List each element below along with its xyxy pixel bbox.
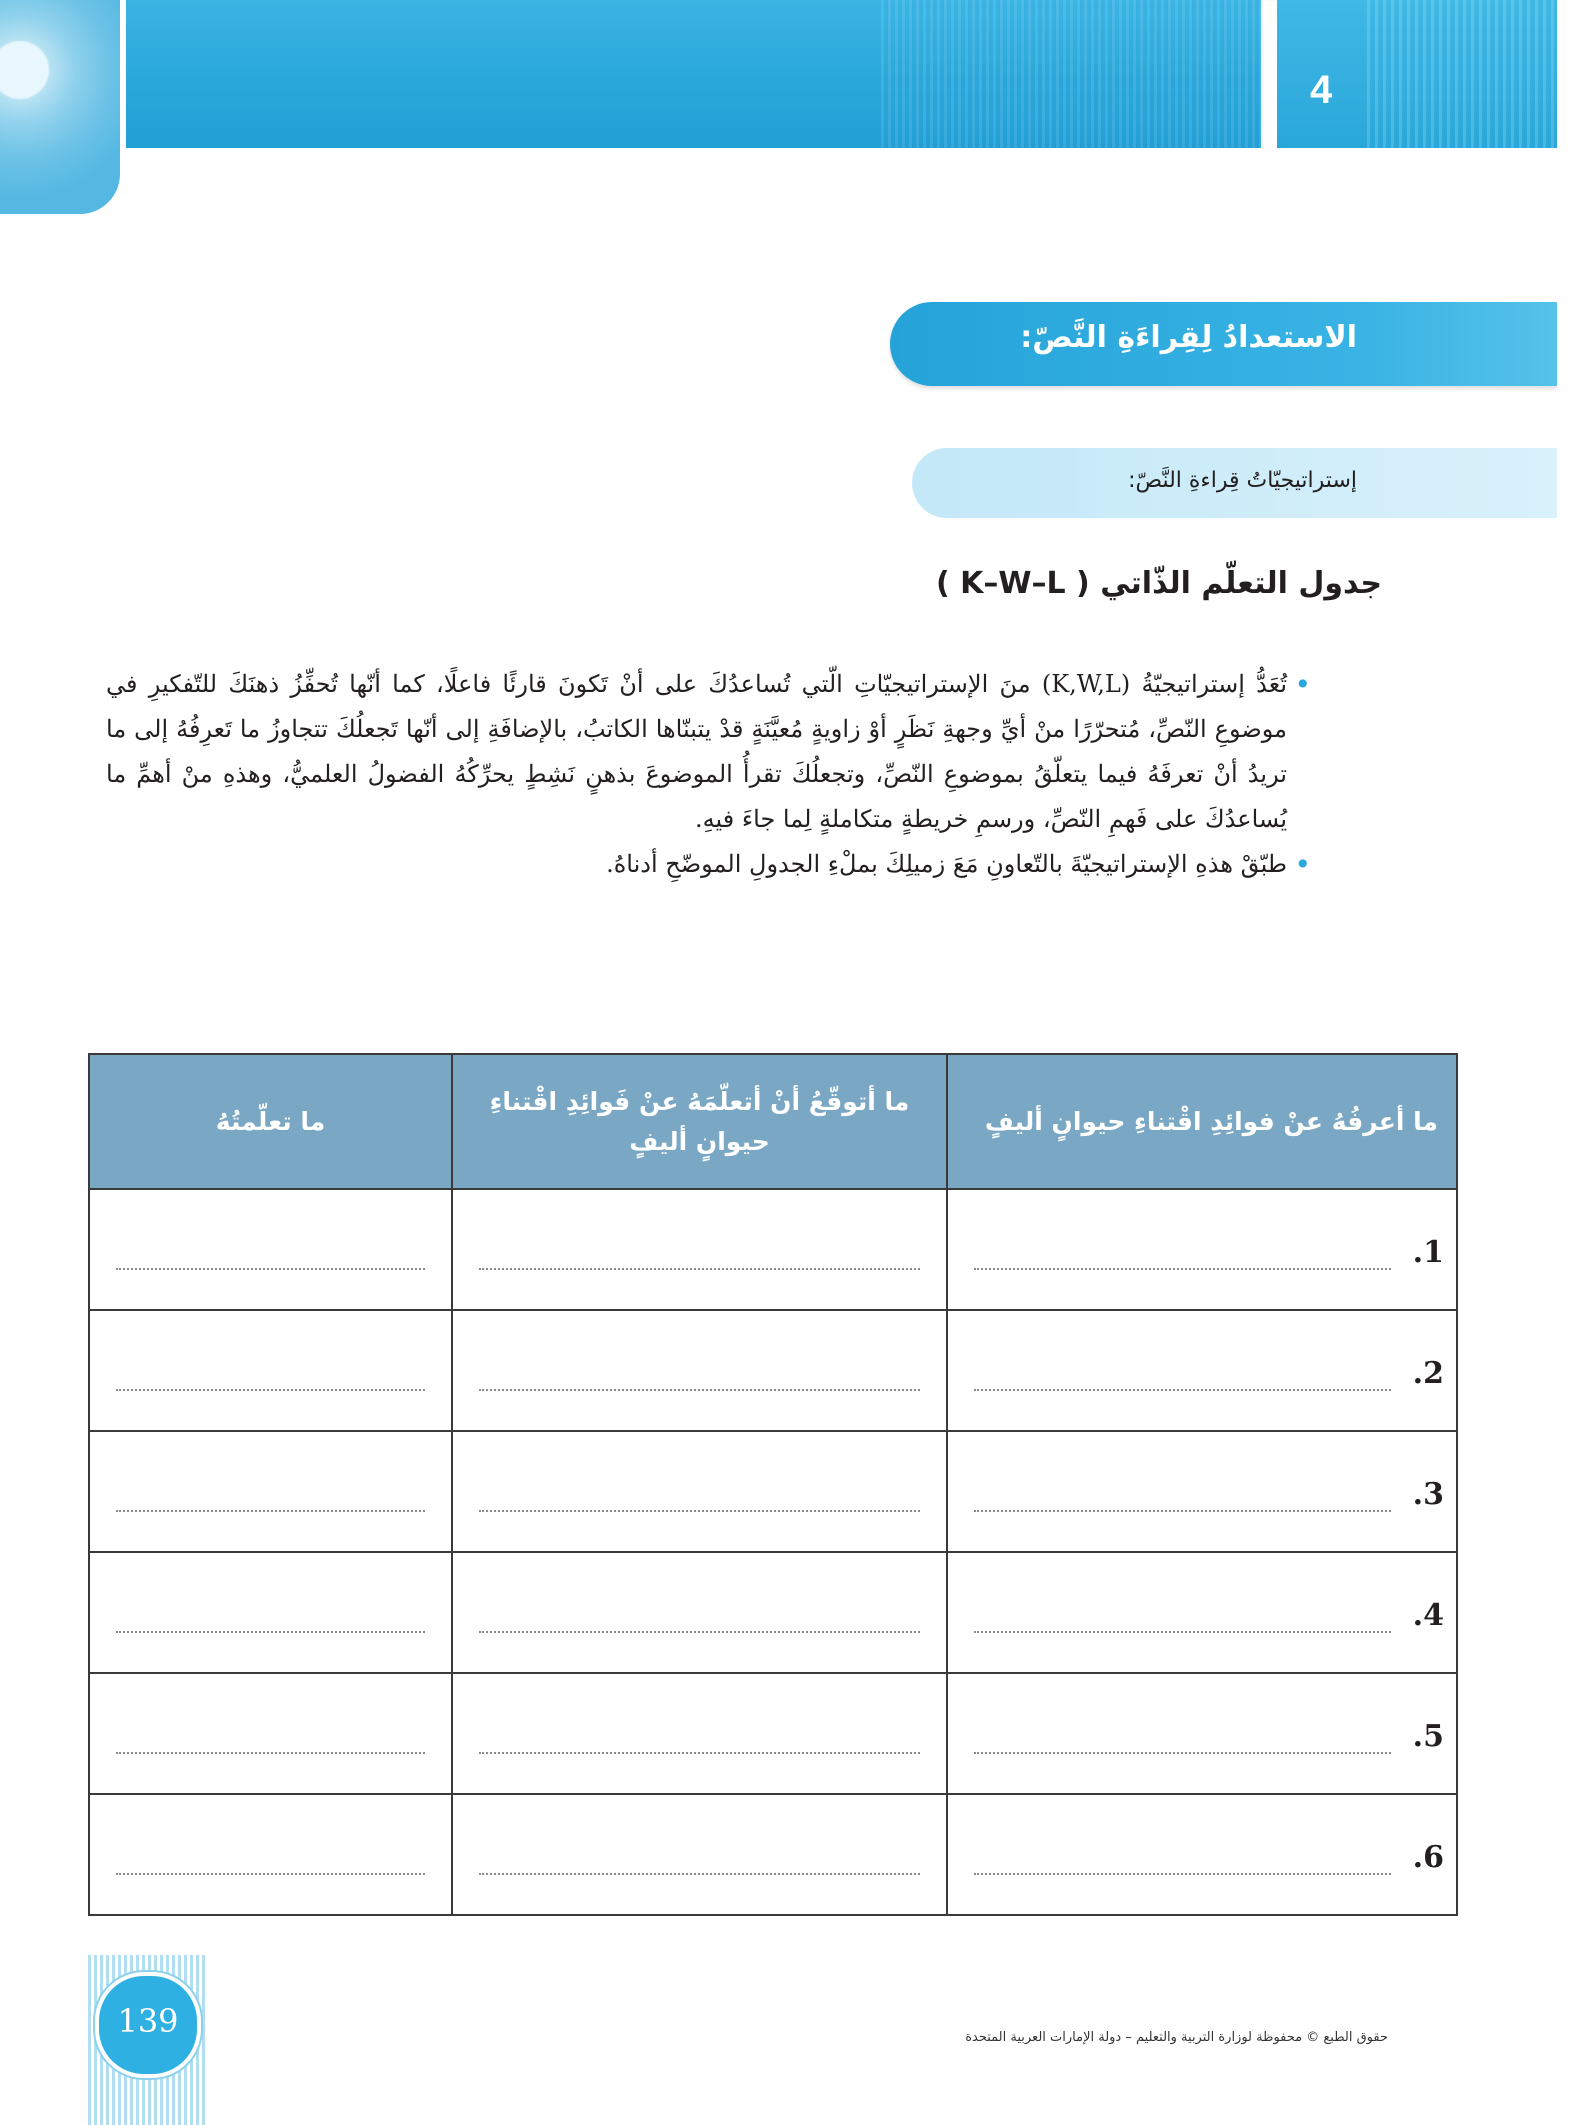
answer-line[interactable] bbox=[479, 1728, 920, 1754]
know-cell[interactable] bbox=[947, 1552, 1457, 1673]
answer-line[interactable] bbox=[116, 1365, 425, 1391]
list-item bbox=[106, 842, 1311, 887]
table-row bbox=[89, 1431, 1457, 1552]
header-know: ما أعرفُهُ عنْ فوائِدِ اقْتناءِ حيوانٍ أليفٍ bbox=[947, 1054, 1457, 1189]
learned-cell[interactable] bbox=[89, 1189, 452, 1310]
answer-line[interactable] bbox=[116, 1728, 425, 1754]
learned-cell[interactable] bbox=[89, 1794, 452, 1915]
answer-line[interactable] bbox=[974, 1607, 1391, 1633]
copyright-notice: حقوق الطبع © محفوظة لوزارة التربية والتعليم – دولة الإمارات العربية المتحدة bbox=[965, 2030, 1388, 2045]
know-cell[interactable] bbox=[947, 1431, 1457, 1552]
answer-line[interactable] bbox=[479, 1244, 920, 1270]
learned-cell[interactable] bbox=[89, 1310, 452, 1431]
bullet-icon: • bbox=[1294, 668, 1311, 701]
subsection-title-bar bbox=[912, 448, 1557, 518]
answer-line[interactable] bbox=[974, 1244, 1391, 1270]
row-number: 3. bbox=[1412, 1476, 1444, 1512]
answer-line[interactable] bbox=[116, 1244, 425, 1270]
answer-line[interactable] bbox=[974, 1849, 1391, 1875]
want-cell[interactable] bbox=[452, 1431, 947, 1552]
list-item bbox=[106, 662, 1311, 842]
subsection-title: إستراتيجيّاتُ قِراءةِ النَّصّ: bbox=[1128, 468, 1357, 493]
header-band bbox=[126, 0, 1261, 148]
want-cell[interactable] bbox=[452, 1673, 947, 1794]
answer-line[interactable] bbox=[116, 1486, 425, 1512]
answer-line[interactable] bbox=[116, 1607, 425, 1633]
bullet-icon: • bbox=[1294, 848, 1311, 881]
table-header-row bbox=[89, 1054, 1457, 1189]
row-number: 2. bbox=[1412, 1355, 1444, 1391]
row-number: 5. bbox=[1412, 1718, 1444, 1754]
answer-line[interactable] bbox=[479, 1607, 920, 1633]
want-cell[interactable] bbox=[452, 1310, 947, 1431]
want-cell[interactable] bbox=[452, 1189, 947, 1310]
know-cell[interactable] bbox=[947, 1794, 1457, 1915]
answer-line[interactable] bbox=[479, 1365, 920, 1391]
table-row bbox=[89, 1189, 1457, 1310]
table-row bbox=[89, 1673, 1457, 1794]
table-row bbox=[89, 1552, 1457, 1673]
know-cell[interactable] bbox=[947, 1673, 1457, 1794]
kwl-heading: جدول التعلّم الذّاتي ( K–W–L ) bbox=[935, 566, 1382, 601]
know-cell[interactable] bbox=[947, 1189, 1457, 1310]
paragraph-text: طبّقْ هذهِ الإستراتيجيّةَ بالتّعاونِ مَعَ زميلِكَ بملْءِ الجدولِ الموضّحِ أدناهُ. bbox=[606, 850, 1287, 878]
table-row bbox=[89, 1310, 1457, 1431]
learned-cell[interactable] bbox=[89, 1673, 452, 1794]
table-row bbox=[89, 1794, 1457, 1915]
row-number: 1. bbox=[1412, 1234, 1444, 1270]
row-number: 4. bbox=[1412, 1597, 1444, 1633]
learned-cell[interactable] bbox=[89, 1552, 452, 1673]
know-cell[interactable] bbox=[947, 1310, 1457, 1431]
answer-line[interactable] bbox=[974, 1728, 1391, 1754]
answer-line[interactable] bbox=[479, 1486, 920, 1512]
page-number-badge bbox=[95, 1972, 201, 2078]
unit-number: 4 bbox=[1310, 68, 1333, 112]
want-cell[interactable] bbox=[452, 1794, 947, 1915]
instructions bbox=[106, 662, 1311, 887]
paragraph-text: تُعَدُّ إستراتيجيّةُ (K,W,L) منَ الإستراتيجيّاتِ الّتي تُساعدُكَ على أنْ تَكونَ قارئًا فاعلًا، كما أنّها تُحفِّزُ ذهنَكَ للتّفكيرِ في موضوعِ النّصِّ، مُتحرّرًا منْ أيِّ وجهةِ نَظَرٍ أوْ زاويةٍ مُعيَّنَةٍ قدْ يتبنّاها الكاتبُ، بالإضافَةِ إلى أنّها تَجعلُكَ تتجاوزُ ما تَعرِفُهُ إلى ما تريدُ أنْ تعرفَهُ فيما يتعلّقُ بموضوعِ النّصِّ، وتجعلُكَ تقرأُ الموضوعَ بذهنٍ نَشِطٍ يحرِّكُهُ الفضولُ العلميُّ، وهذهِ منْ أهمِّ ما يُساعدُكَ على فَهمِ النّصِّ، ورسمِ خريطةٍ متكاملةٍ لِما جاءَ فيهِ. bbox=[106, 670, 1288, 833]
answer-line[interactable] bbox=[116, 1849, 425, 1875]
answer-line[interactable] bbox=[974, 1486, 1391, 1512]
section-title-bar bbox=[890, 302, 1557, 386]
header-learned: ما تعلّمتُهُ bbox=[89, 1054, 452, 1189]
answer-line[interactable] bbox=[479, 1849, 920, 1875]
answer-line[interactable] bbox=[974, 1365, 1391, 1391]
learned-cell[interactable] bbox=[89, 1431, 452, 1552]
row-number: 6. bbox=[1412, 1839, 1444, 1875]
corner-decoration bbox=[0, 0, 120, 214]
want-cell[interactable] bbox=[452, 1552, 947, 1673]
page-number: 139 bbox=[117, 2002, 179, 2040]
section-title: الاستعدادُ لِقِراءَةِ النَّصّ: bbox=[1020, 320, 1357, 355]
header-divider bbox=[1261, 0, 1277, 148]
header-want: ما أتوقّعُ أنْ أتعلّمَهُ عنْ فَوائِدِ اقْتناءِ حيوانٍ أليفٍ bbox=[452, 1054, 947, 1189]
kwl-table bbox=[88, 1053, 1458, 1916]
